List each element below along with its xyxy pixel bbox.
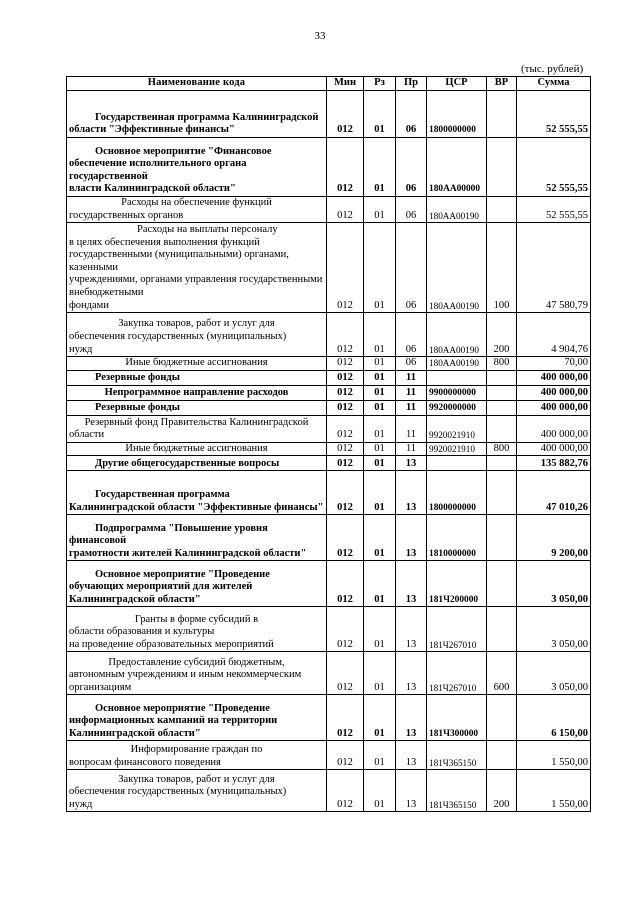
row-csr <box>427 456 487 471</box>
row-rz: 01 <box>364 91 396 138</box>
row-pr: 13 <box>396 456 427 471</box>
table-row <box>67 515 591 561</box>
row-csr: 180АА00190 <box>427 313 487 357</box>
row-name: Непрограммное направление расходов <box>67 385 327 400</box>
table-row <box>67 471 591 515</box>
row-rz: 01 <box>364 561 396 607</box>
row-sum: 52 555,55 <box>517 138 591 197</box>
row-pr: 13 <box>396 695 427 741</box>
row-sum: 52 555,55 <box>517 197 591 223</box>
row-min: 012 <box>327 415 364 442</box>
row-rz: 01 <box>364 695 396 741</box>
row-name: Иные бюджетные ассигнования <box>67 357 327 371</box>
row-rz: 01 <box>364 385 396 400</box>
row-vr <box>487 91 517 138</box>
row-csr: 9900000000 <box>427 385 487 400</box>
row-csr: 180АА00190 <box>427 357 487 371</box>
row-pr: 06 <box>396 357 427 371</box>
column-header: ВР <box>487 77 517 91</box>
row-vr: 800 <box>487 357 517 371</box>
row-csr: 181Ч200000 <box>427 561 487 607</box>
row-vr <box>487 561 517 607</box>
row-rz: 01 <box>364 652 396 695</box>
row-csr: 9920000000 <box>427 400 487 415</box>
row-name: Гранты в форме субсидий в области образования и культуры на проведение образовательных мероприятий <box>67 607 327 652</box>
row-pr: 13 <box>396 607 427 652</box>
row-vr <box>487 400 517 415</box>
row-name: Закупка товаров, работ и услуг для обеспечения государственных (муниципальных) нужд <box>67 313 327 357</box>
row-name: Основное мероприятие "Финансовое обеспечение исполнительного органа государственной власти Калининградской области" <box>67 138 327 197</box>
row-rz: 01 <box>364 515 396 561</box>
row-csr: 180АА00190 <box>427 223 487 313</box>
row-name: Резервные фонды <box>67 400 327 415</box>
row-csr: 181Ч300000 <box>427 695 487 741</box>
row-sum: 3 050,00 <box>517 607 591 652</box>
row-pr: 13 <box>396 652 427 695</box>
row-min: 012 <box>327 652 364 695</box>
table-row <box>67 370 591 385</box>
row-name: Информирование граждан по вопросам финансового поведения <box>67 741 327 770</box>
row-pr: 06 <box>396 197 427 223</box>
row-name: Закупка товаров, работ и услуг для обеспечения государственных (муниципальных) нужд <box>67 770 327 812</box>
row-min: 012 <box>327 91 364 138</box>
row-vr <box>487 385 517 400</box>
row-pr: 06 <box>396 91 427 138</box>
row-sum: 47 010,26 <box>517 471 591 515</box>
row-name: Расходы на обеспечение функций государственных органов <box>67 197 327 223</box>
row-pr: 06 <box>396 223 427 313</box>
row-vr <box>487 607 517 652</box>
row-csr: 1800000000 <box>427 91 487 138</box>
row-min: 012 <box>327 370 364 385</box>
table-row <box>67 400 591 415</box>
row-csr: 1810000000 <box>427 515 487 561</box>
row-vr <box>487 370 517 385</box>
row-pr: 11 <box>396 442 427 456</box>
row-rz: 01 <box>364 741 396 770</box>
row-sum: 70,00 <box>517 357 591 371</box>
row-sum: 400 000,00 <box>517 385 591 400</box>
row-pr: 06 <box>396 313 427 357</box>
row-rz: 01 <box>364 770 396 812</box>
row-pr: 13 <box>396 471 427 515</box>
row-sum: 1 550,00 <box>517 741 591 770</box>
row-sum: 3 050,00 <box>517 561 591 607</box>
row-name: Резервный фонд Правительства Калининградской области <box>67 415 327 442</box>
row-vr: 200 <box>487 770 517 812</box>
table-row <box>67 313 591 357</box>
row-pr: 13 <box>396 770 427 812</box>
row-csr: 180АА00190 <box>427 197 487 223</box>
row-pr: 11 <box>396 415 427 442</box>
table-row <box>67 741 591 770</box>
row-name: Предоставление субсидий бюджетным, автономным учреждениям и иным некоммерческим организациям <box>67 652 327 695</box>
row-name: Резервные фонды <box>67 370 327 385</box>
row-sum: 135 882,76 <box>517 456 591 471</box>
row-name: Расходы на выплаты персоналу в целях обеспечения выполнения функций государственными (муниципальными) органами, казенными учреждениями, органами управления государственными внебюджетными фондами <box>67 223 327 313</box>
row-rz: 01 <box>364 415 396 442</box>
table-row <box>67 223 591 313</box>
row-min: 012 <box>327 456 364 471</box>
column-header: ЦСР <box>427 77 487 91</box>
row-pr: 11 <box>396 370 427 385</box>
row-name: Государственная программа Калининградской области "Эффективные финансы" <box>67 471 327 515</box>
row-sum: 52 555,55 <box>517 91 591 138</box>
row-name: Государственная программа Калининградской области "Эффективные финансы" <box>67 91 327 138</box>
row-rz: 01 <box>364 370 396 385</box>
row-csr: 1800000000 <box>427 471 487 515</box>
row-min: 012 <box>327 695 364 741</box>
table-row <box>67 357 591 371</box>
row-min: 012 <box>327 197 364 223</box>
row-min: 012 <box>327 561 364 607</box>
row-sum: 400 000,00 <box>517 370 591 385</box>
row-sum: 4 904,76 <box>517 313 591 357</box>
row-pr: 13 <box>396 741 427 770</box>
row-name: Иные бюджетные ассигнования <box>67 442 327 456</box>
row-rz: 01 <box>364 607 396 652</box>
row-min: 012 <box>327 607 364 652</box>
column-header: Пр <box>396 77 427 91</box>
table-row <box>67 695 591 741</box>
row-vr: 100 <box>487 223 517 313</box>
row-sum: 1 550,00 <box>517 770 591 812</box>
row-vr <box>487 138 517 197</box>
units-label: (тыс. рублей) <box>521 63 584 75</box>
row-csr: 180АА00000 <box>427 138 487 197</box>
row-name: Основное мероприятие "Проведение информационных кампаний на территории Калининградской области" <box>67 695 327 741</box>
column-header: Сумма <box>517 77 591 91</box>
row-sum: 9 200,00 <box>517 515 591 561</box>
table-row <box>67 197 591 223</box>
row-min: 012 <box>327 442 364 456</box>
row-min: 012 <box>327 471 364 515</box>
row-vr <box>487 415 517 442</box>
row-min: 012 <box>327 770 364 812</box>
row-rz: 01 <box>364 138 396 197</box>
row-sum: 47 580,79 <box>517 223 591 313</box>
table-row <box>67 561 591 607</box>
row-vr: 200 <box>487 313 517 357</box>
row-min: 012 <box>327 223 364 313</box>
row-sum: 6 150,00 <box>517 695 591 741</box>
row-vr: 800 <box>487 442 517 456</box>
row-pr: 06 <box>396 138 427 197</box>
table-body <box>67 91 591 812</box>
row-pr: 11 <box>396 400 427 415</box>
row-csr: 181Ч267010 <box>427 607 487 652</box>
row-rz: 01 <box>364 442 396 456</box>
column-header: Мин <box>327 77 364 91</box>
row-sum: 400 000,00 <box>517 400 591 415</box>
row-name: Другие общегосударственные вопросы <box>67 456 327 471</box>
table-row <box>67 138 591 197</box>
row-vr: 600 <box>487 652 517 695</box>
table-row <box>67 385 591 400</box>
row-csr: 9920021910 <box>427 415 487 442</box>
row-min: 012 <box>327 313 364 357</box>
table-row <box>67 442 591 456</box>
row-csr: 181Ч365150 <box>427 770 487 812</box>
table-row <box>67 770 591 812</box>
row-vr <box>487 471 517 515</box>
row-name: Основное мероприятие "Проведение обучающих мероприятий для жителей Калининградской области" <box>67 561 327 607</box>
row-min: 012 <box>327 400 364 415</box>
row-csr <box>427 370 487 385</box>
page-number: 33 <box>314 30 326 42</box>
row-csr: 181Ч267010 <box>427 652 487 695</box>
table-row <box>67 415 591 442</box>
row-vr <box>487 456 517 471</box>
row-rz: 01 <box>364 197 396 223</box>
column-header: Рз <box>364 77 396 91</box>
budget-table <box>66 76 591 812</box>
row-sum: 400 000,00 <box>517 442 591 456</box>
row-sum: 400 000,00 <box>517 415 591 442</box>
table-header <box>67 77 591 91</box>
row-min: 012 <box>327 385 364 400</box>
row-vr <box>487 197 517 223</box>
row-min: 012 <box>327 357 364 371</box>
row-pr: 13 <box>396 515 427 561</box>
row-rz: 01 <box>364 400 396 415</box>
row-vr <box>487 515 517 561</box>
row-csr: 9920021910 <box>427 442 487 456</box>
row-pr: 13 <box>396 561 427 607</box>
row-rz: 01 <box>364 223 396 313</box>
row-min: 012 <box>327 741 364 770</box>
row-sum: 3 050,00 <box>517 652 591 695</box>
row-pr: 11 <box>396 385 427 400</box>
row-vr <box>487 695 517 741</box>
row-name: Подпрограмма "Повышение уровня финансовой грамотности жителей Калининградской области" <box>67 515 327 561</box>
row-min: 012 <box>327 138 364 197</box>
row-csr: 181Ч365150 <box>427 741 487 770</box>
row-rz: 01 <box>364 357 396 371</box>
row-rz: 01 <box>364 456 396 471</box>
row-vr <box>487 741 517 770</box>
table-row <box>67 652 591 695</box>
column-header: Наименование кода <box>67 77 327 91</box>
row-rz: 01 <box>364 313 396 357</box>
table-row <box>67 456 591 471</box>
row-min: 012 <box>327 515 364 561</box>
row-rz: 01 <box>364 471 396 515</box>
table-row <box>67 91 591 138</box>
table-row <box>67 607 591 652</box>
